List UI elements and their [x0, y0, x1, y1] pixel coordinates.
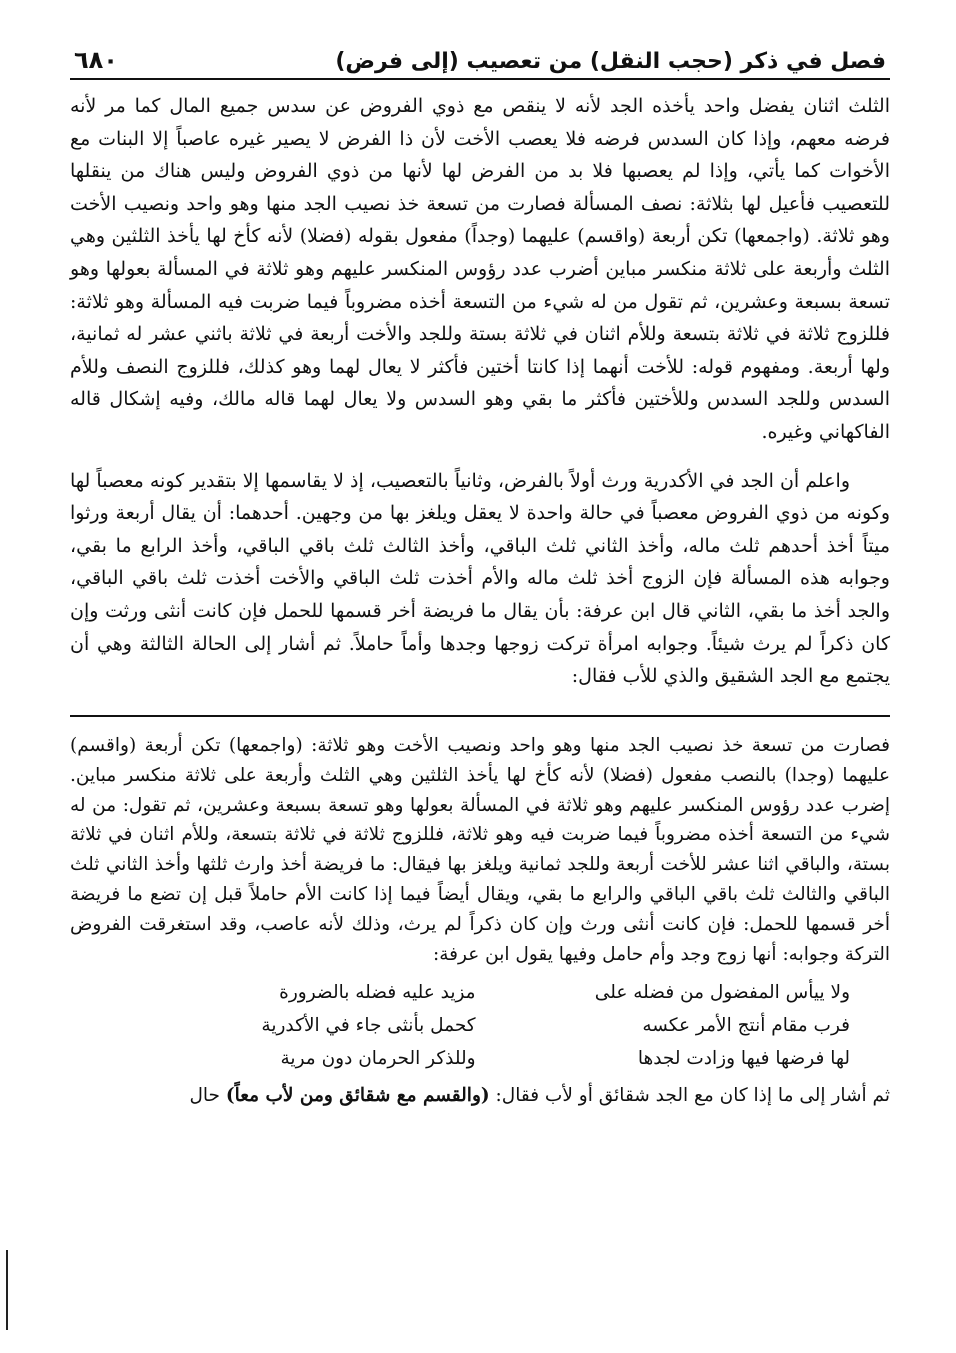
verse-second-hemistich: كحمل بأنثى جاء في الأكدرية: [261, 1014, 476, 1036]
main-paragraph-1: الثلث اثنان يفضل واحد يأخذه الجد لأنه لا ينقص مع ذوي الفروض عن سدس جميع المال كما مر لأنه فرضه معهم، وإذا كان السدس فرضه فلا يعصب الأخت لأن ذا الفرض لا يصير غيره عاصباً إلا البنات مع الأخوات كما يأتي، وإذا لم يعصبها فلا بد من الفرض لها لأنها من ذوي الفروض وليس هناك من ينقلها للتعصيب فأعيل لها بثلاثة: نصف المسألة فصارت من تسعة خذ نصيب الجد منها وهو واحد ونصيب الأخت وهو ثلاثة. (واجمعها) تكن أربعة (واقسم) عليهما (وجداً) مفعول بقوله (فضلا) لأنه كأخ لها يأخذ الثلثين وهي الثلث وأربعة على ثلاثة منكسر مباين أضرب عدد رؤوس المنكسر عليهم وهو ثلاثة في المسألة بعولها وهو تسعة بسبعة وعشرين، ثم تقول من له شيء من التسعة أخذه مضروباً فيما ضربت فيه المسألة وهو ثلاثة: فللزوج ثلاثة في ثلاثة بتسعة وللأم اثنان في ثلاثة بستة وللجد والأخت أربعة في ثلاثة باثني عشر له ثمانية، ولها أربعة. ومفهوم قوله: للأخت أنهما إذا كانتا أختين فأكثر لا يعال لهما وهو كذلك، فللزوج النصف وللأم السدس وللجد السدس وللأختين فأكثر ما بقي وهو السدس ولا يعال لهما قاله مالك، وفيه إشكال قاله الفاكهاني وغيره.: [70, 95, 890, 443]
verse-first-hemistich: لها فرضها فيها وزادت لجدها: [637, 1047, 850, 1069]
footnote-divider: [70, 715, 890, 717]
main-paragraph-2: واعلم أن الجد في الأكدرية ورث أولاً بالفرض، وثانياً بالتعصيب، إذ لا يقاسمها إلا بتقدير كونه معصباً لها وكونه من ذوي الفروض معصباً في حالة واحدة لا يعقل ويلغز بها من وجهين. أحدهما: أن يقال أربعة ورثوا ميتاً أخذ أحدهم ثلث ماله، وأخذ الثاني ثلث الباقي، وأخذ الثالث ثلث باقي الباقي، وأخذ الرابع ما بقي، وجوابه هذه المسألة فإن الزوج أخذ ثلث ماله والأم أخذت ثلث الباقي والأخت أخذت ثلث باقي الباقي، والجد أخذ ما بقي، الثاني قال ابن عرفة: بأن يقال ما فريضة أخر قسمها للحمل فإن كانت أنثى ورثت وإن كان ذكراً لم يرث شيئاً. وجوابه امرأة تركت زوجها وجدها وأماً حاملاً. ثم أشار إلى الحالة الثالثة وهي أن يجتمع مع الجد الشقيق والذي للأب فقال:: [70, 469, 890, 688]
verse-first-hemistich: فرب مقام أنتج الأمر عكسه: [642, 1014, 850, 1036]
main-text: [70, 90, 890, 693]
page-header: [70, 30, 890, 80]
commentary-paragraph-1: فصارت من تسعة خذ نصيب الجد منها وهو واحد ونصيب الأخت وهو ثلاثة: (واجمعها) تكن أربعة (واقسم) عليهما (وجدا) بالنصب مفعول (فضلا) لأنه كأخ لها يأخذ الثلثين وهي الثلث وأربعة على ثلاثة منكسر مباين. إضرب عدد رؤوس المنكسر عليهم وهو ثلاثة في المسألة بعولها وهو تسعة بسبعة وعشرين، ثم تقول: من له شيء من التسعة أخذه مضروباً فيما ضربت فيه وهو ثلاثة، فللزوج ثلاثة في ثلاثة بتسعة، وللأم اثنان في ثلاثة بستة، والباقي اثنا عشر للأخت أربعة وللجد ثمانية ويلغز بها فيقال: ما فريضة أخذ وارث ثلثها وأخذ الثاني ثلث الباقي والثالث ثلث باقي الباقي والرابع ما بقي، ويقال أيضاً فيما إذا كانت الأم حاملاً قبل إن تضع ما فريضة أخر قسمها للحمل: فإن كانت أنثى ورث وإن كان ذكراً لم يرث، وذلك لأنه عاصب، وقد استغرقت الفروض التركة وجوابه: أنها زوج وجد وأم حامل وفيها يقول ابن عرفة:: [70, 734, 890, 966]
verse-first-hemistich: ولا ييأس المفضول من فضله على: [594, 981, 850, 1003]
book-page: [70, 30, 890, 1330]
verse: [70, 976, 890, 1009]
closing-bold-quote: (والقسم مع شقائق ومن لأب معاً): [225, 1084, 490, 1106]
verse: [70, 1009, 890, 1042]
verse: [70, 1042, 890, 1075]
page-number: ٦٨٠: [74, 46, 118, 74]
closing-end: حال: [189, 1084, 220, 1106]
verse-second-hemistich: مزيد عليه فضله بالضرورة: [279, 981, 476, 1003]
running-title: فصل في ذكر (حجب النقل) من تعصيب (إلى فرض): [335, 49, 886, 74]
poem: [70, 976, 890, 1075]
scan-edge-mark: [6, 1250, 8, 1330]
commentary: [70, 731, 890, 1111]
verse-second-hemistich: وللذكر الحرمان دون مرية: [280, 1047, 476, 1069]
commentary-closing: [70, 1081, 890, 1111]
closing-text: ثم أشار إلى ما إذا كان مع الجد شقائق أو لأب فقال:: [495, 1084, 890, 1106]
